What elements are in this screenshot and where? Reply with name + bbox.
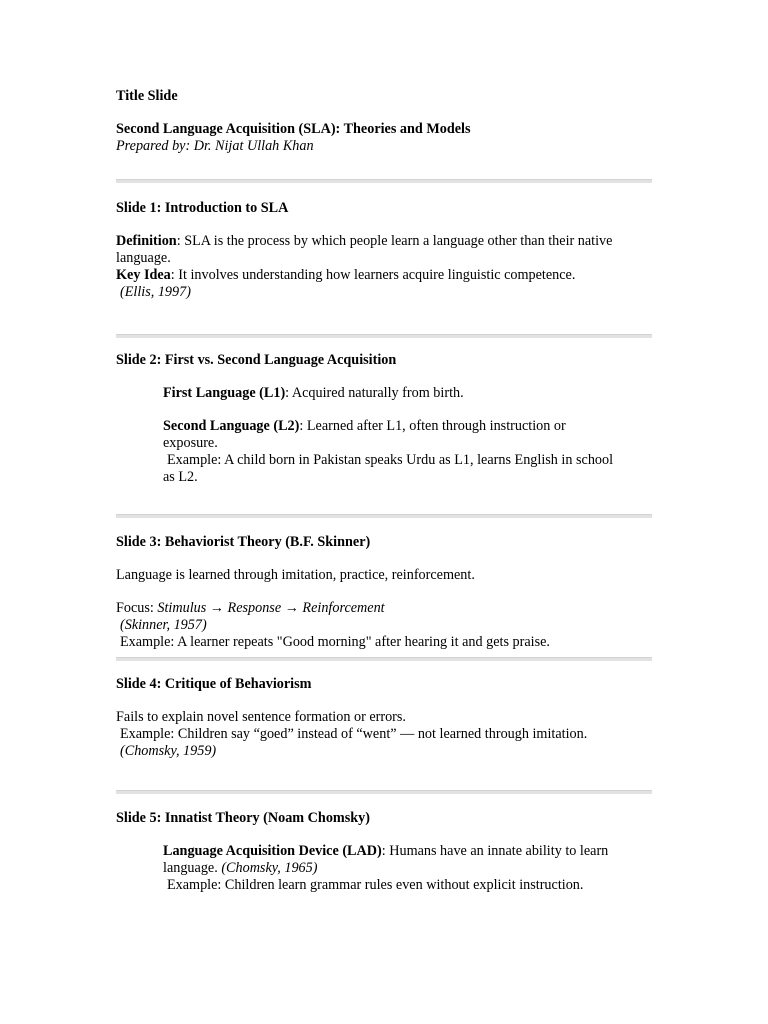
- slide3-focus: [116, 600, 656, 617]
- slide4-section: [116, 676, 656, 760]
- slide3-citation: (Skinner, 1957): [120, 617, 207, 633]
- slide1-section: [116, 200, 656, 301]
- document-content: [116, 88, 656, 894]
- slide5-heading: Slide 5: Innatist Theory (Noam Chomsky): [116, 810, 370, 826]
- prepared-by-line: Prepared by: Dr. Nijat Ullah Khan: [116, 138, 314, 154]
- slide1-citation: (Ellis, 1997): [120, 284, 191, 300]
- slide4-citation: (Chomsky, 1959): [120, 743, 217, 759]
- definition-label: Definition: [116, 233, 177, 249]
- focus-label: Focus:: [116, 600, 158, 616]
- slide3-heading: Slide 3: Behaviorist Theory (B.F. Skinner): [116, 534, 371, 550]
- slide5-lad-item: [116, 843, 653, 877]
- title-slide-section: [116, 88, 656, 155]
- definition-text: : SLA is the process by which people learn a language other than their native language.: [116, 233, 613, 266]
- l1-text: : Acquired naturally from birth.: [285, 385, 464, 401]
- key-idea-text: : It involves understanding how learners acquire linguistic competence.: [170, 267, 576, 283]
- l1-label: First Language (L1): [163, 385, 286, 401]
- slide2-example: Example: A child born in Pakistan speaks Urdu as L1, learns English in school as L2.: [163, 452, 614, 485]
- l2-label: Second Language (L2): [163, 418, 300, 434]
- slide4-example: Example: Children say “goed” instead of “went” — not learned through imitation.: [120, 726, 588, 742]
- l2-text: : Learned after L1, often through instruction or exposure.: [163, 418, 566, 451]
- slide5-section: [116, 810, 656, 894]
- slide2-l1-item: [116, 385, 656, 402]
- slide4-statement: Fails to explain novel sentence formation or errors.: [116, 709, 406, 725]
- slide1-heading: Slide 1: Introduction to SLA: [116, 200, 289, 216]
- focus-text: Stimulus → Response → Reinforcement: [157, 600, 385, 616]
- slide5-example: Example: Children learn grammar rules even without explicit instruction.: [167, 877, 584, 893]
- slide3-section: [116, 534, 656, 651]
- slide2-l2-item: [116, 418, 613, 452]
- key-idea-label: Key Idea: [116, 267, 171, 283]
- slide1-key-idea: [116, 267, 656, 284]
- slide2-heading: Slide 2: First vs. Second Language Acquisition: [116, 352, 397, 368]
- slide3-statement: Language is learned through imitation, practice, reinforcement.: [116, 567, 475, 583]
- slide4-heading: Slide 4: Critique of Behaviorism: [116, 676, 312, 692]
- slide1-definition: [116, 233, 636, 267]
- lad-text: : Humans have an innate ability to learn language.: [163, 843, 609, 876]
- slide2-section: [116, 352, 656, 486]
- lad-label: Language Acquisition Device (LAD): [163, 843, 382, 859]
- title-slide-heading: Title Slide: [116, 88, 178, 104]
- slide3-example: Example: A learner repeats "Good morning" after hearing it and gets praise.: [120, 634, 550, 650]
- lad-citation: (Chomsky, 1965): [221, 860, 318, 876]
- document-title: Second Language Acquisition (SLA): Theories and Models: [116, 121, 471, 137]
